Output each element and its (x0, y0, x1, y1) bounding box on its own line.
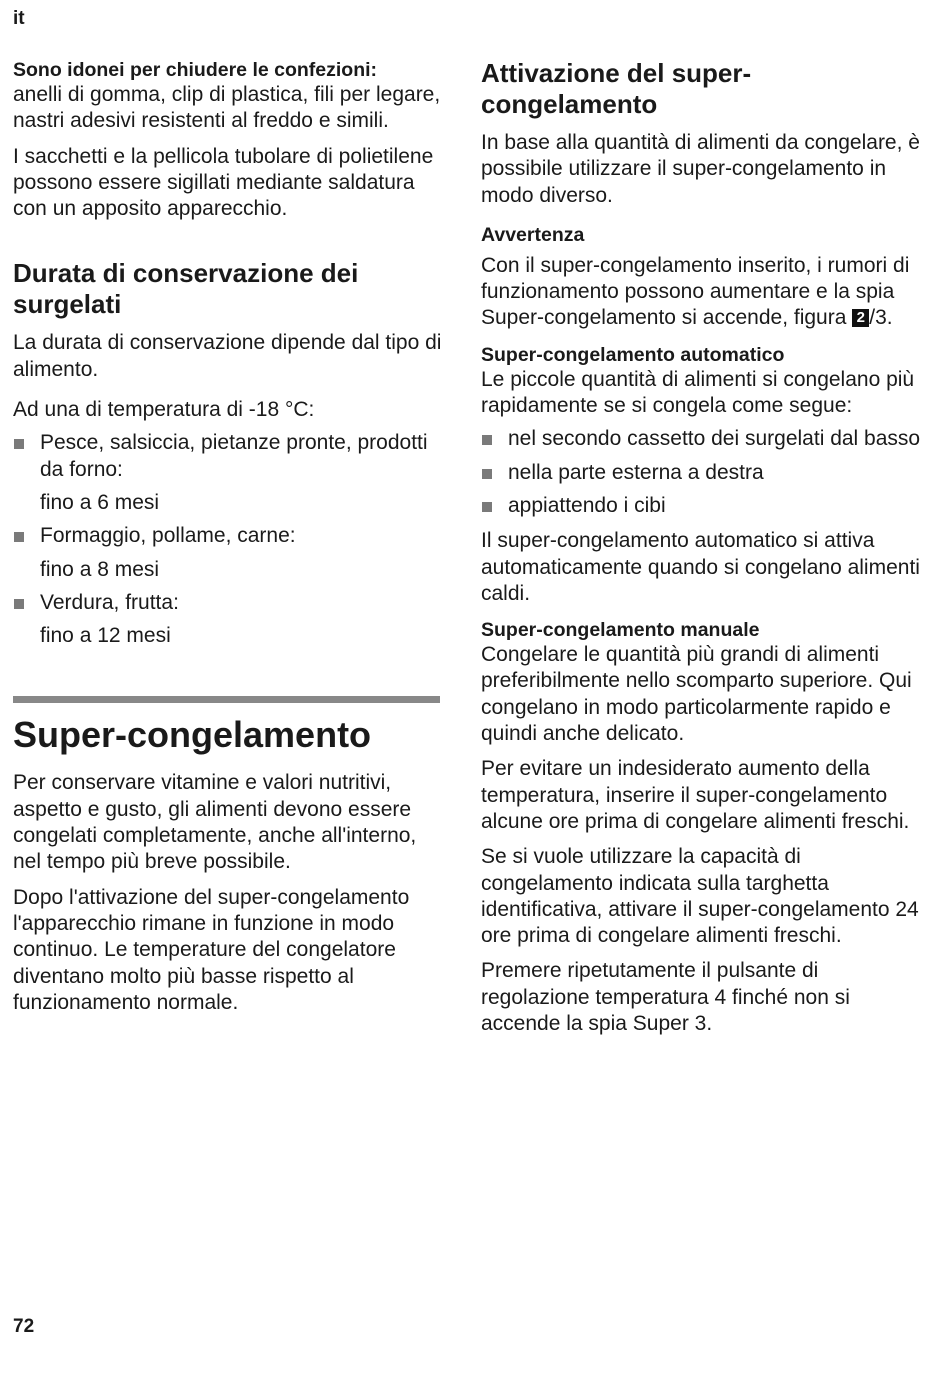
durata-value: fino a 8 mesi (40, 557, 160, 581)
avvertenza-text-start: Con il super-congelamento inserito, i rumori di funzionamento possono aumentare e la spia Super-congelamento si accende, figura (481, 253, 910, 330)
attivazione-heading: Attivazione del super-congelamento (481, 58, 752, 119)
durata-value: fino a 12 mesi (40, 624, 171, 648)
durata-list (13, 523, 443, 549)
super-heading: Super-congelamento (13, 714, 372, 756)
language-label: it (13, 8, 25, 29)
avvertenza-text (481, 253, 921, 332)
list-item: Pesce, salsiccia, pietanze pronte, prodotti da forno: (13, 430, 443, 483)
super-paragraph-2: Dopo l'attivazione del super-congelamento l'apparecchio rimane in funzione in modo continuo. Le temperature del congelatore diventano molto più basse rispetto al funzionamento normale. (13, 885, 410, 1014)
manuale-paragraph-1: Congelare le quantità più grandi di alimenti preferibilmente nello scomparto superiore. Qui congelano in modo particolarmente rapido e quindi anche delicato. (481, 643, 912, 746)
figure-number-badge: 2 (852, 309, 869, 327)
page-number: 72 (13, 1316, 35, 1337)
automatico-list (481, 426, 921, 519)
automatico-paragraph-2: Il super-congelamento automatico si attiva automaticamente quando si congelano alimenti caldi. (481, 529, 920, 605)
durata-heading: Durata di conservazione dei surgelati (13, 258, 359, 320)
manuale-heading: Super-congelamento manuale (481, 619, 760, 642)
durata-value: fino a 6 mesi (40, 490, 160, 514)
manuale-paragraph-3: Se si vuole utilizzare la capacità di congelamento indicata sulla targhetta identificativa, attivare il super-congelamento 24 ore prima di congelare alimenti freschi. (481, 845, 919, 948)
intro-paragraph-2: I sacchetti e la pellicola tubolare di polietilene possono essere sigillati mediante saldatura con un apposito apparecchio. (13, 144, 434, 221)
durata-paragraph-2: Ad una di temperatura di -18 °C: (13, 398, 315, 422)
list-item: Formaggio, pollame, carne: (13, 523, 443, 549)
left-column (13, 58, 443, 1016)
list-item: Verdura, frutta: (13, 590, 443, 616)
section-divider (13, 696, 440, 703)
list-item: nella parte esterna a destra (481, 460, 921, 486)
manuale-paragraph-4: Premere ripetutamente il pulsante di regolazione temperatura 4 finché non si accende la spia Super 3. (481, 959, 850, 1036)
avvertenza-text-end: /3. (869, 306, 893, 330)
durata-list (13, 430, 443, 483)
list-item: appiattendo i cibi (481, 493, 921, 519)
right-column (481, 58, 921, 1037)
intro-lead: Sono idonei per chiudere le confezioni: (13, 59, 378, 81)
automatico-paragraph-1: Le piccole quantità di alimenti si congelano più rapidamente se si congela come segue: (481, 367, 915, 418)
automatico-heading: Super-congelamento automatico (481, 343, 785, 366)
list-item: nel secondo cassetto dei surgelati dal basso (481, 426, 921, 452)
avvertenza-heading: Avvertenza (481, 223, 585, 246)
attivazione-paragraph: In base alla quantità di alimenti da congelare, è possibile utilizzare il super-congelamento in modo diverso. (481, 131, 920, 207)
manuale-paragraph-2: Per evitare un indesiderato aumento della temperatura, inserire il super-congelamento alcune ore prima di congelare alimenti freschi. (481, 757, 910, 833)
durata-list (13, 590, 443, 616)
super-paragraph-1: Per conservare vitamine e valori nutritivi, aspetto e gusto, gli alimenti devono essere congelati completamente, anche all'interno, nel tempo più breve possibile. (13, 771, 417, 874)
intro-text: anelli di gomma, clip di plastica, fili per legare, nastri adesivi resistenti al freddo e simili. (13, 83, 441, 133)
durata-paragraph-1: La durata di conservazione dipende dal tipo di alimento. (13, 331, 442, 381)
